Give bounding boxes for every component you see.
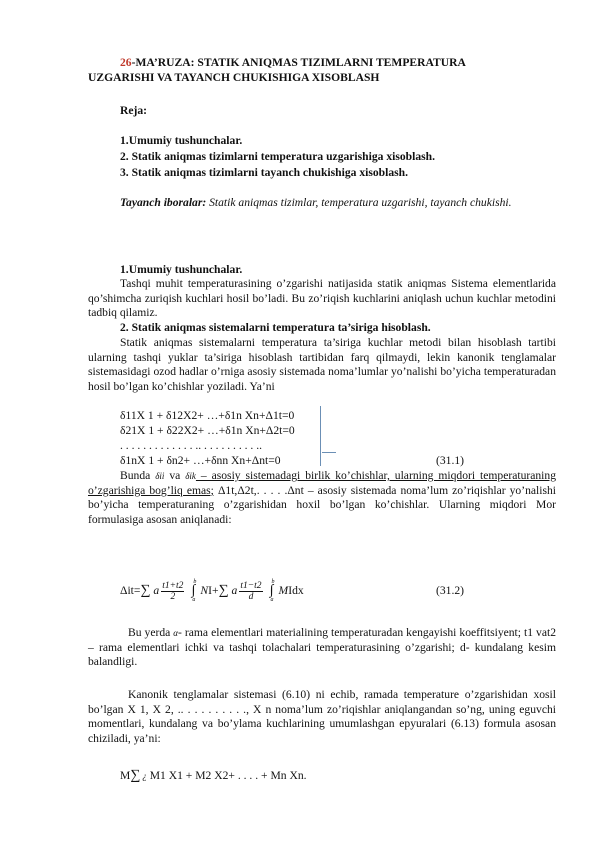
sum-symbol: ∑ xyxy=(140,582,151,598)
integral-symbol: ∫ b a xyxy=(191,578,197,603)
fraction-avg-temp: $\frac{t1+t2}{2}$ xyxy=(162,580,184,602)
alpha-coef: a xyxy=(231,583,238,597)
bunda-symbol: δik xyxy=(185,471,196,481)
alpha-symbol: α xyxy=(173,628,179,638)
section1-paragraph: Tashqi muhit temperaturasining o’zgarishi natijasida statik aniqmas Sistema elementlarida qo’shimcha zuriqish kuchlari hosil bo’ladi. Bu zo’riqish kuchlarini aniqlash uchun kuchlar metodini tadbiq qilamiz. xyxy=(88,277,556,320)
final-symbol: ¿ xyxy=(142,771,147,781)
title-line2: UZGARISHI VA TAYANCH CHUKISHIGA XISOBLASH xyxy=(88,71,380,84)
explanation1 xyxy=(88,626,556,670)
explanation-text: - rama elementlari materialining temperaturadan kengayishi koeffitsiyent; t1 vat2 – rama elementlari ichki va tashqi tolachalari temperaturasining o’zgarishi; d- kundalang kesim balandligi. xyxy=(88,626,556,669)
section2-heading: 2. Statik aniqmas sistemalarni temperatura ta’siriga hisoblash. xyxy=(120,321,431,334)
integral-symbol: ∫ b a xyxy=(269,578,275,603)
formula-lhs: Δit= xyxy=(120,583,141,597)
bunda-paragraph xyxy=(88,469,556,527)
keywords xyxy=(88,196,556,211)
final-rest: M1 X1 + M2 X2+ . . . . + Mn Xn. xyxy=(146,769,307,782)
equation-label: (31.1) xyxy=(436,454,465,467)
equation-line: δ11X 1 + δ12X2+ …+δ1n Xn+Δ1t=0 xyxy=(120,409,295,422)
explanation-text: Bu yerda xyxy=(128,626,174,639)
equation-line: . . . . . . . . . . . . . .. . . . . . . . . . .. xyxy=(120,439,263,452)
sum-symbol: ∑ xyxy=(130,768,141,783)
section2-paragraph: Statik aniqmas sistemalarni temperatura ta’siriga kuchlar metodi bilan hisoblash tartibi ularning tashqi yuklar ta’siriga hisoblash tartibidan farq qilmaydi, lekin kanonik tenglamalar sistemasidagi ozod hadlar o’rniga asosiy sistemada noma’lumlar yo’nalishi bo’yicha temperaturadan hosil bo’lgan ko’chishlar yoziladi. Ya’ni xyxy=(88,336,556,393)
plan-item: 1.Umumiy tushunchalar. xyxy=(120,134,243,147)
final-m: M xyxy=(120,769,131,782)
sum-symbol: ∑ xyxy=(218,582,229,598)
keywords-text: Statik aniqmas tizimlar, temperatura uzgarishi, tayanch chukishi. xyxy=(206,196,512,209)
alpha-coef: a xyxy=(153,583,160,597)
lecture-title xyxy=(88,56,556,71)
plan-item: 3. Statik aniqmas tizimlarni tayanch chukishiga xisoblash. xyxy=(120,166,408,179)
formula-label: (31.2) xyxy=(436,584,465,597)
decor-line xyxy=(320,406,321,466)
decor-line xyxy=(322,452,336,453)
fraction-temp-diff: $\frac{t1-t2}{d}$ xyxy=(240,580,262,602)
bunda-symbol: δii xyxy=(155,471,165,481)
explanation2: Kanonik tenglamalar sistemasi (6.10) ni echib, ramada temperature o’zgarishidan xosil bo’lgan X 1, X 2, .. . . . . . . . . ., X n noma’lum zo’riqishlar aniqlangandan so’ng, uning eguvchi momentlari, kundalang va bo’ylama kuchlarining umumlashgan epyuralari (6.13) formula asosan chiziladi, ya’ni: xyxy=(88,688,556,745)
bunda-text: Bunda xyxy=(120,469,156,482)
bunda-text: Δ1t,Δ2t,. . . . .Δnt – asosiy sistemada noma’lum zo’riqishlar yo’nalishi bo’yicha temperaturaning o’zgarishidan hoxil bo’lgan ko’chishlar. Ularning miqdori Mor formulasiga asosan aniqlanadi: xyxy=(88,483,556,526)
equation-line: δ21X 1 + δ22X2+ …+δ1n Xn+Δ2t=0 xyxy=(120,424,295,437)
keywords-label: Tayanch iboralar: xyxy=(120,196,207,209)
final-formula xyxy=(120,769,307,784)
equation-line: δ1nX 1 + δn2+ …+δnn Xn+Δnt=0 xyxy=(120,454,281,467)
title-line1: -MA’RUZA: STATIK ANIQMAS TIZIMLARNI TEMPERATURA xyxy=(131,56,466,69)
formula-31-2: Δit= ∑ a $\frac{t1+t2}{2}$ ∫ b a NI+ ∑ a $\frac{t1-t2}{d}$ ∫ b a MIdx xyxy=(120,578,304,603)
plan-heading: Reja: xyxy=(120,104,148,117)
bunda-underlined: – asosiy sistemadagi birlik ko’chishlar, ularning miqdori temperaturaning o’zgarishiga bog’liq emas; xyxy=(88,469,556,497)
plan-item: 2. Statik aniqmas tizimlarni temperatura uzgarishiga xisoblash. xyxy=(120,150,435,163)
lecture-number: 26 xyxy=(120,56,132,69)
bunda-text: va xyxy=(164,469,186,482)
section1-heading: 1.Umumiy tushunchalar. xyxy=(120,263,243,276)
